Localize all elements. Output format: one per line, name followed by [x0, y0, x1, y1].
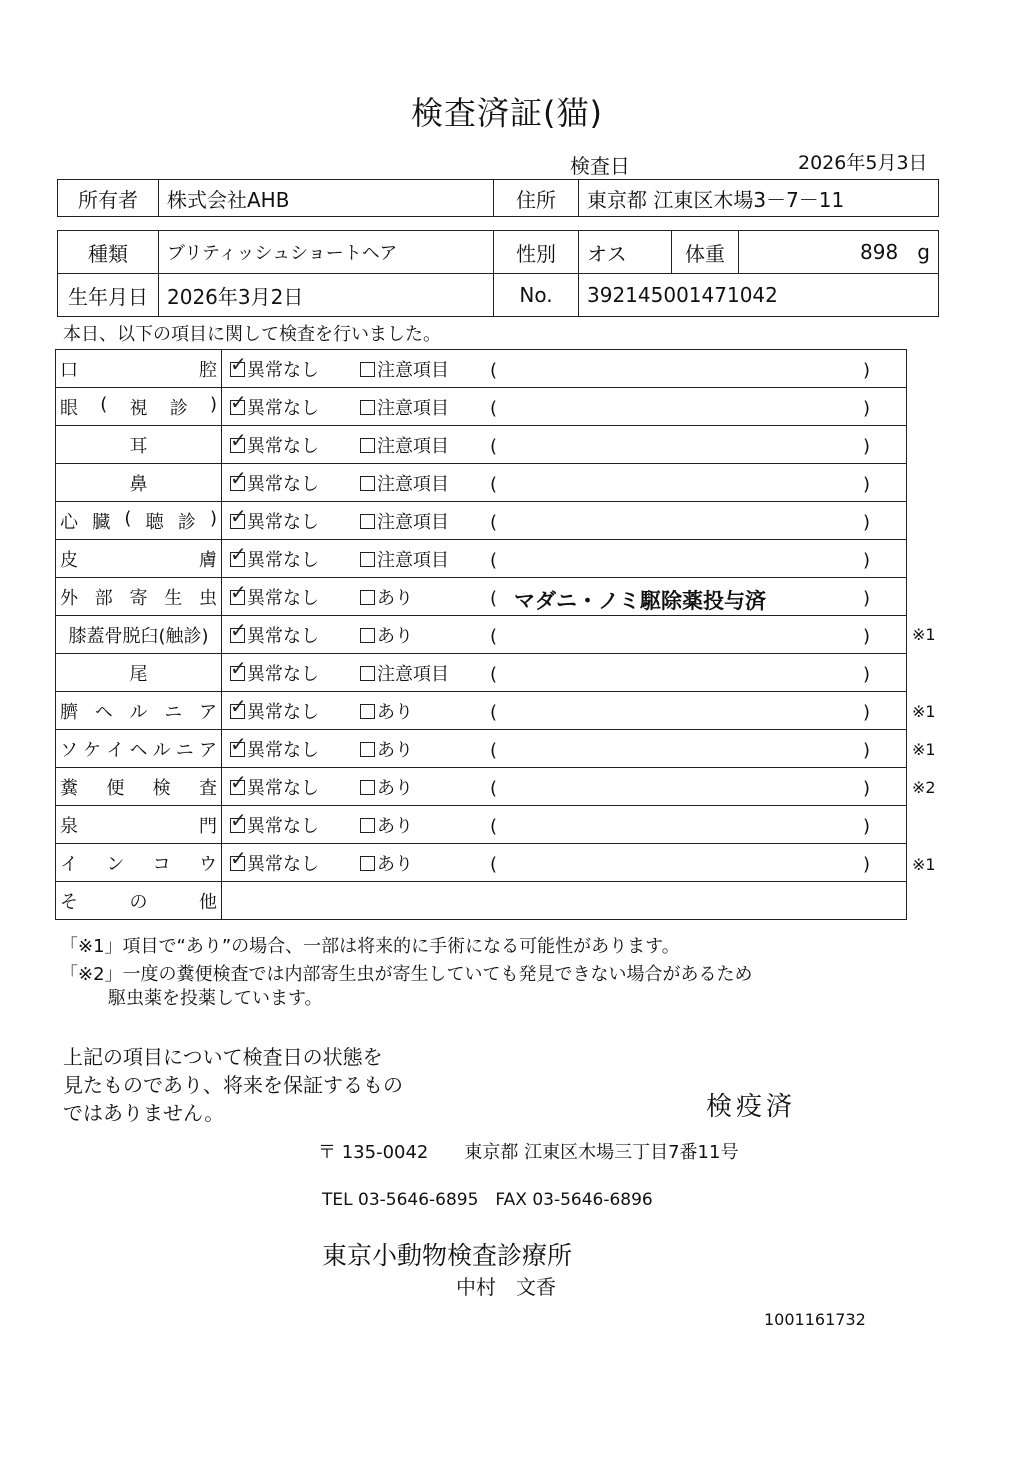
paren-open: (	[490, 473, 498, 495]
item-label-char: 虫	[199, 587, 217, 609]
sex-value: オス	[579, 231, 672, 274]
item-label-char: 部	[94, 587, 113, 609]
paren-close: )	[862, 663, 870, 685]
finding-checkbox[interactable]	[360, 514, 375, 529]
item-label-char: )	[209, 507, 217, 529]
check-mark-icon: ✓	[230, 732, 247, 756]
closing-line: ではありません。	[63, 1101, 225, 1125]
item-label-char: ニ	[164, 701, 183, 723]
item-label-char: 口	[60, 359, 78, 381]
finding-checkbox[interactable]	[360, 704, 375, 719]
finding-checkbox[interactable]	[360, 590, 375, 605]
clinic-name: 東京小動物検査診療所	[322, 1241, 573, 1270]
exam-options	[222, 350, 907, 388]
finding-checkbox[interactable]	[360, 780, 375, 795]
owner-table	[57, 179, 939, 217]
paren-close: )	[862, 815, 870, 837]
birth-value: 2026年3月2日	[159, 274, 494, 317]
paren-open: (	[490, 359, 498, 381]
item-label-char: ヘ	[94, 701, 113, 723]
exam-options	[222, 616, 907, 654]
item-label-char: ウ	[198, 853, 217, 875]
item-label-char: 膝蓋骨脱臼(触診)	[68, 625, 209, 647]
exam-row	[56, 578, 907, 616]
breed-label: 種類	[58, 231, 159, 274]
item-label	[56, 540, 222, 578]
reference-mark: ※1	[912, 701, 936, 721]
other-notes	[222, 882, 907, 920]
item-label-char: ヘ	[129, 739, 148, 761]
exam-row	[56, 806, 907, 844]
item-label	[56, 426, 222, 464]
check-mark-icon: ✓	[230, 466, 247, 490]
finding-label: 注意項目	[377, 549, 449, 571]
exam-row	[56, 654, 907, 692]
normal-label: 異常なし	[247, 435, 319, 457]
exam-row	[56, 502, 907, 540]
vet-name: 中村 文香	[456, 1275, 556, 1299]
item-label	[56, 806, 222, 844]
item-label-char: ニ	[175, 739, 194, 761]
check-mark-icon: ✓	[230, 428, 247, 452]
birth-label: 生年月日	[58, 274, 159, 317]
paren-close: )	[862, 625, 870, 647]
item-label-char: 外	[60, 587, 78, 609]
check-mark-icon: ✓	[230, 580, 247, 604]
item-label-char: 尾	[129, 663, 148, 685]
finding-label: 注意項目	[377, 397, 449, 419]
finding-label: あり	[377, 739, 413, 761]
finding-checkbox[interactable]	[360, 552, 375, 567]
reference-mark: ※1	[912, 854, 936, 874]
normal-label: 異常なし	[247, 359, 319, 381]
weight-unit: g	[917, 240, 930, 264]
finding-checkbox[interactable]	[360, 818, 375, 833]
paren-close: )	[862, 853, 870, 875]
paren-open: (	[490, 777, 498, 799]
exam-row	[56, 692, 907, 730]
item-label-char: イ	[106, 739, 125, 761]
owner-value: 株式会社AHB	[159, 180, 494, 217]
paren-close: )	[862, 549, 870, 571]
item-label	[56, 388, 222, 426]
weight-cell	[739, 231, 939, 274]
finding-checkbox[interactable]	[360, 438, 375, 453]
number-value: 392145001471042	[579, 274, 939, 317]
paren-open: (	[490, 853, 498, 875]
exam-options	[222, 426, 907, 464]
exam-options	[222, 844, 907, 882]
exam-options	[222, 806, 907, 844]
item-label-char: 寄	[129, 587, 148, 609]
finding-checkbox[interactable]	[360, 666, 375, 681]
exam-options	[222, 540, 907, 578]
item-label	[56, 730, 222, 768]
paren-close: )	[862, 359, 870, 381]
intro-text: 本日、以下の項目に関して検査を行いました。	[63, 324, 441, 345]
finding-checkbox[interactable]	[360, 476, 375, 491]
sex-label: 性別	[494, 231, 579, 274]
item-label-char: (	[100, 393, 108, 415]
item-label	[56, 350, 222, 388]
item-label-char: 聴	[145, 511, 164, 533]
animal-table	[57, 230, 939, 317]
item-label-char: 臍	[60, 701, 78, 723]
normal-label: 異常なし	[247, 625, 319, 647]
item-label-char: コ	[152, 853, 171, 875]
normal-label: 異常なし	[247, 777, 319, 799]
breed-value: ブリティッシュショートヘア	[159, 231, 494, 274]
item-note: マダニ・ノミ駆除薬投与済	[514, 588, 766, 613]
clinic-contact: TEL 03-5646-6895 FAX 03-5646-6896	[322, 1190, 653, 1210]
check-mark-icon: ✓	[230, 352, 247, 376]
exam-date-label: 検査日	[570, 154, 630, 178]
exam-options	[222, 502, 907, 540]
finding-label: あり	[377, 625, 413, 647]
item-label	[56, 882, 222, 920]
paren-close: )	[862, 435, 870, 457]
exam-row	[56, 730, 907, 768]
check-mark-icon: ✓	[230, 618, 247, 642]
finding-label: 注意項目	[377, 435, 449, 457]
exam-row	[56, 540, 907, 578]
document-number: 1001161732	[764, 1310, 866, 1329]
check-mark-icon: ✓	[230, 656, 247, 680]
check-mark-icon: ✓	[230, 808, 247, 832]
address-value: 東京都 江東区木場3－7－11	[579, 180, 939, 217]
check-mark-icon: ✓	[230, 694, 247, 718]
reference-mark: ※1	[912, 740, 936, 759]
paren-open: (	[490, 663, 498, 685]
note-2: 「※2」一度の糞便検査では内部寄生虫が寄生していても発見できない場合があるため	[60, 964, 753, 985]
item-label-char: 生	[164, 587, 183, 609]
document-title: 検査済証(猫)	[411, 94, 603, 132]
exam-row	[56, 464, 907, 502]
item-label-char: 査	[198, 777, 217, 799]
item-label	[56, 768, 222, 806]
normal-label: 異常なし	[247, 549, 319, 571]
exam-row	[56, 768, 907, 806]
normal-label: 異常なし	[247, 587, 319, 609]
paren-open: (	[490, 625, 498, 647]
normal-label: 異常なし	[247, 511, 319, 533]
paren-close: )	[862, 739, 870, 761]
item-label-char: ケ	[83, 739, 102, 761]
item-label-char: 腔	[199, 359, 217, 381]
exam-row	[56, 844, 907, 882]
item-label-char: ル	[129, 701, 148, 723]
item-label-char: 門	[199, 815, 217, 837]
finding-checkbox[interactable]	[360, 362, 375, 377]
exam-options	[222, 730, 907, 768]
item-label-char: イ	[60, 853, 78, 875]
address-label: 住所	[494, 180, 579, 217]
item-label-char: 臓	[92, 511, 111, 533]
item-label	[56, 692, 222, 730]
exam-row	[56, 426, 907, 464]
reference-mark: ※2	[912, 778, 936, 798]
normal-label: 異常なし	[247, 739, 319, 761]
item-label-char: 膚	[199, 549, 217, 571]
note-1: 「※1」項目で“あり”の場合、一部は将来的に手術になる可能性があります。	[60, 936, 680, 957]
item-label-char: 検	[152, 777, 171, 799]
finding-label: あり	[377, 701, 413, 723]
finding-label: 注意項目	[377, 473, 449, 495]
item-label-char: 泉	[60, 815, 78, 837]
item-label-char: 診	[177, 511, 196, 533]
finding-label: 注意項目	[377, 359, 449, 381]
paren-close: )	[862, 777, 870, 799]
check-mark-icon: ✓	[230, 542, 247, 566]
finding-checkbox[interactable]	[360, 400, 375, 415]
exam-options	[222, 654, 907, 692]
finding-label: あり	[377, 815, 413, 837]
paren-open: (	[490, 587, 498, 609]
item-label-char: ソ	[60, 739, 78, 761]
paren-open: (	[490, 435, 498, 457]
finding-label: 注意項目	[377, 663, 449, 685]
paren-open: (	[490, 549, 498, 571]
normal-label: 異常なし	[247, 853, 319, 875]
paren-close: )	[862, 473, 870, 495]
finding-checkbox[interactable]	[360, 628, 375, 643]
item-label-char: ル	[152, 739, 171, 761]
closing-line: 上記の項目について検査日の状態を	[63, 1045, 383, 1069]
item-label-char: ン	[106, 853, 125, 875]
item-label-char: 皮	[60, 549, 78, 571]
paren-close: )	[862, 511, 870, 533]
item-label-char: 耳	[129, 435, 148, 457]
number-label: No.	[494, 274, 579, 317]
check-mark-icon: ✓	[230, 504, 247, 528]
item-label-char: 他	[199, 891, 217, 913]
closing-text	[63, 1043, 403, 1127]
check-mark-icon: ✓	[230, 390, 247, 414]
item-label-char: )	[209, 393, 217, 415]
item-label	[56, 654, 222, 692]
item-label	[56, 578, 222, 616]
paren-open: (	[490, 701, 498, 723]
paren-close: )	[862, 701, 870, 723]
item-label-char: 糞	[60, 777, 78, 799]
note-2-cont: 駆虫薬を投薬しています。	[108, 988, 323, 1009]
item-label-char: 眼	[60, 397, 78, 419]
finding-label: あり	[377, 777, 413, 799]
finding-checkbox[interactable]	[360, 856, 375, 871]
paren-open: (	[490, 739, 498, 761]
item-label-char: ア	[199, 701, 217, 723]
finding-label: あり	[377, 853, 413, 875]
paren-open: (	[490, 397, 498, 419]
exam-options	[222, 692, 907, 730]
reference-mark: ※1	[912, 625, 936, 645]
exam-row-other	[56, 882, 907, 920]
exam-row	[56, 616, 907, 654]
finding-checkbox[interactable]	[360, 742, 375, 757]
paren-open: (	[490, 511, 498, 533]
item-label-char: 心	[60, 511, 78, 533]
exam-date-value: 2026年5月3日	[798, 152, 928, 174]
normal-label: 異常なし	[247, 815, 319, 837]
exam-row	[56, 388, 907, 426]
normal-label: 異常なし	[247, 397, 319, 419]
exam-options	[222, 388, 907, 426]
finding-label: あり	[377, 587, 413, 609]
item-label	[56, 464, 222, 502]
owner-label: 所有者	[58, 180, 159, 217]
item-label-char: (	[124, 507, 132, 529]
item-label-char: 視	[129, 397, 148, 419]
item-label	[56, 616, 222, 654]
item-label	[56, 502, 222, 540]
paren-open: (	[490, 815, 498, 837]
item-label-char: 便	[106, 777, 125, 799]
paren-close: )	[862, 587, 870, 609]
closing-line: 見たものであり、将来を保証するもの	[63, 1073, 403, 1097]
weight-label: 体重	[672, 231, 739, 274]
normal-label: 異常なし	[247, 663, 319, 685]
normal-label: 異常なし	[247, 701, 319, 723]
exam-row	[56, 350, 907, 388]
item-label-char: ア	[198, 739, 217, 761]
exam-options	[222, 578, 907, 616]
paren-close: )	[862, 397, 870, 419]
item-label	[56, 844, 222, 882]
check-mark-icon: ✓	[230, 770, 247, 794]
check-mark-icon: ✓	[230, 846, 247, 870]
item-label-char: そ	[60, 891, 78, 913]
weight-value: 898	[860, 240, 899, 264]
exam-table	[55, 349, 907, 920]
item-label-char: 鼻	[129, 473, 148, 495]
exam-options	[222, 464, 907, 502]
finding-label: 注意項目	[377, 511, 449, 533]
normal-label: 異常なし	[247, 473, 319, 495]
clinic-address: 〒 135-0042 東京都 江東区木場三丁目7番11号	[318, 1142, 739, 1163]
item-label-char: の	[129, 891, 148, 913]
quarantine-stamp: 検疫済	[706, 1092, 797, 1122]
item-label-char: 診	[169, 397, 188, 419]
exam-options	[222, 768, 907, 806]
